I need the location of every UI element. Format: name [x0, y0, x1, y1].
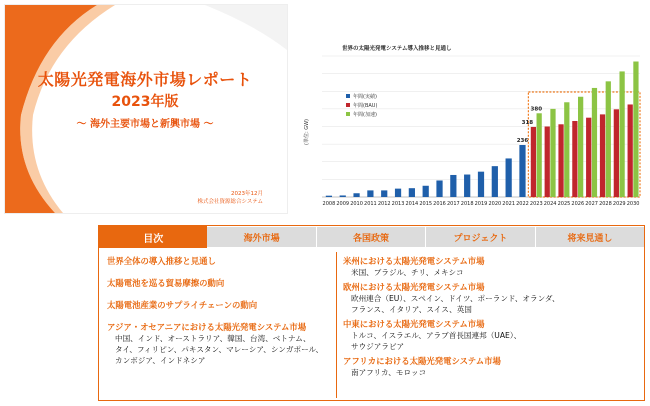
bar-actual-2013	[395, 189, 401, 197]
bar-bau-2024	[545, 127, 550, 198]
cover-publisher: 株式会社資源総合システム	[197, 199, 263, 205]
toc-asia-countries-3: カンボジア、インドネシア	[115, 356, 206, 365]
bar-actual-2020	[492, 166, 498, 197]
legend-label-2: 年間(加速)	[353, 112, 377, 118]
toc-right-column	[343, 256, 638, 378]
chart-y-axis-label: (単位: GW)	[304, 119, 310, 145]
x-tick-2026: 2026	[571, 201, 585, 207]
x-tick-2009: 2009	[336, 201, 350, 207]
x-tick-2018: 2018	[460, 201, 474, 207]
x-tick-2008: 2008	[322, 201, 336, 207]
cover-subtitle: 〜 海外主要市場と新興市場 〜	[76, 119, 214, 130]
chart-legend	[346, 93, 377, 118]
data-label-2022-236: 236	[516, 138, 529, 145]
legend-swatch-1	[346, 103, 350, 107]
bar-bau-2026	[572, 121, 577, 197]
toc-asia-countries-1: 中国、インド、オーストラリア、韓国、台湾、ベトナム、	[115, 334, 311, 343]
x-tick-2024: 2024	[543, 201, 557, 207]
table-of-contents	[98, 225, 645, 401]
bar-actual-2022	[519, 145, 525, 197]
toc-heading-global[interactable]: 世界全体の導入推移と見通し	[107, 256, 216, 266]
x-tick-2027: 2027	[585, 201, 598, 207]
toc-heading-africa[interactable]: アフリカにおける太陽光発電システム市場	[343, 356, 501, 366]
bar-bau-2023	[531, 127, 536, 197]
x-tick-2030: 2030	[626, 201, 640, 207]
toc-heading-americas[interactable]: 米州における太陽光発電システム市場	[343, 256, 485, 266]
cover-date: 2023年12月	[231, 191, 263, 197]
x-tick-2011: 2011	[364, 201, 377, 207]
toc-heading-asia-oceania[interactable]: アジア・オセアニアにおける太陽光発電システム市場	[107, 322, 307, 332]
toc-middle-east-countries-1: トルコ、イスラエル、アラブ首長国連邦（UAE）、	[351, 331, 522, 340]
bar-bau-2027	[586, 118, 591, 197]
x-tick-2012: 2012	[377, 201, 391, 207]
x-tick-2020: 2020	[488, 201, 502, 207]
x-tick-2023: 2023	[529, 201, 543, 207]
toc-europe-countries-2: フランス、イタリア、スイス、英国	[351, 305, 472, 314]
bar-accelerated-2029	[619, 71, 624, 197]
bar-accelerated-2024	[550, 109, 555, 197]
bar-actual-2019	[478, 172, 484, 197]
chart-bars	[326, 62, 639, 197]
legend-swatch-0	[346, 94, 350, 98]
tab-contents[interactable]: 目次	[99, 226, 207, 248]
toc-heading-supply-chain[interactable]: 太陽電池産業のサプライチェーンの動向	[107, 300, 258, 310]
x-tick-2017: 2017	[446, 201, 460, 207]
x-tick-2025: 2025	[557, 201, 571, 207]
x-tick-2016: 2016	[433, 201, 446, 207]
cover-title: 太陽光発電海外市場レポート	[37, 70, 253, 89]
chart-x-tick-labels	[323, 201, 640, 207]
bar-actual-2021	[506, 158, 512, 197]
bar-actual-2016	[436, 180, 442, 197]
bar-actual-2012	[381, 190, 387, 197]
bar-bau-2025	[558, 124, 563, 197]
pv-installation-chart	[296, 40, 646, 216]
toc-heading-middle-east[interactable]: 中東における太陽光発電システム市場	[343, 319, 485, 329]
x-tick-2022: 2022	[516, 201, 529, 207]
tab-future-outlook[interactable]: 将来見通し	[536, 227, 644, 247]
bar-bau-2029	[614, 109, 619, 197]
x-tick-2013: 2013	[391, 201, 405, 207]
bar-actual-2008	[326, 196, 332, 197]
bar-accelerated-2028	[606, 81, 611, 197]
tab-country-policy[interactable]: 各国政策	[317, 227, 425, 247]
column-divider	[336, 252, 337, 398]
toc-asia-countries-2: タイ、フィリピン、パキスタン、マレーシア、シンガポール、	[115, 345, 324, 354]
toc-body	[99, 248, 644, 400]
bar-bau-2030	[628, 104, 633, 197]
legend-label-0: 年間(実績)	[353, 94, 377, 100]
data-label-2023-318: 318	[521, 119, 534, 126]
bar-actual-2018	[464, 175, 470, 197]
x-tick-2010: 2010	[350, 201, 363, 207]
bar-accelerated-2025	[564, 102, 569, 197]
legend-swatch-2	[346, 112, 350, 116]
toc-heading-trade-friction[interactable]: 太陽電池を巡る貿易摩擦の動向	[107, 278, 225, 288]
toc-left-column	[107, 256, 332, 366]
x-tick-2014: 2014	[405, 201, 419, 207]
x-tick-2028: 2028	[599, 201, 612, 207]
tab-projects[interactable]: プロジェクト	[426, 227, 534, 247]
tab-overseas-market[interactable]: 海外市場	[207, 227, 315, 247]
bar-actual-2014	[409, 188, 415, 197]
bar-accelerated-2026	[578, 97, 583, 197]
bar-actual-2017	[450, 175, 456, 197]
bar-accelerated-2023	[537, 113, 542, 197]
bar-bau-2028	[600, 114, 605, 197]
toc-tab-bar	[99, 226, 644, 248]
toc-europe-countries-1: 欧州連合（EU）、スペイン、ドイツ、ポーランド、オランダ、	[351, 294, 560, 303]
bar-actual-2010	[353, 193, 359, 197]
x-tick-2029: 2029	[612, 201, 626, 207]
cover-edition: 2023年版	[111, 94, 179, 110]
bar-actual-2011	[367, 190, 373, 197]
x-tick-2019: 2019	[474, 201, 488, 207]
bar-accelerated-2027	[592, 88, 597, 197]
x-tick-2021: 2021	[502, 201, 516, 207]
toc-americas-countries: 米国、ブラジル、チリ、メキシコ	[351, 268, 464, 277]
chart-title: 世界の太陽光発電システム導入推移と見通し	[342, 46, 452, 52]
toc-middle-east-countries-2: サウジアラビア	[351, 342, 405, 351]
bar-actual-2009	[340, 195, 346, 197]
toc-africa-countries: 南アフリカ、モロッコ	[351, 368, 427, 377]
bar-actual-2015	[423, 186, 429, 197]
legend-label-1: 年間(BAU)	[353, 103, 378, 109]
report-cover	[4, 4, 288, 214]
data-label-2023-380: 380	[530, 106, 543, 113]
toc-heading-europe[interactable]: 欧州における太陽光発電システム市場	[343, 282, 485, 292]
x-tick-2015: 2015	[419, 201, 433, 207]
bar-accelerated-2030	[633, 62, 638, 197]
